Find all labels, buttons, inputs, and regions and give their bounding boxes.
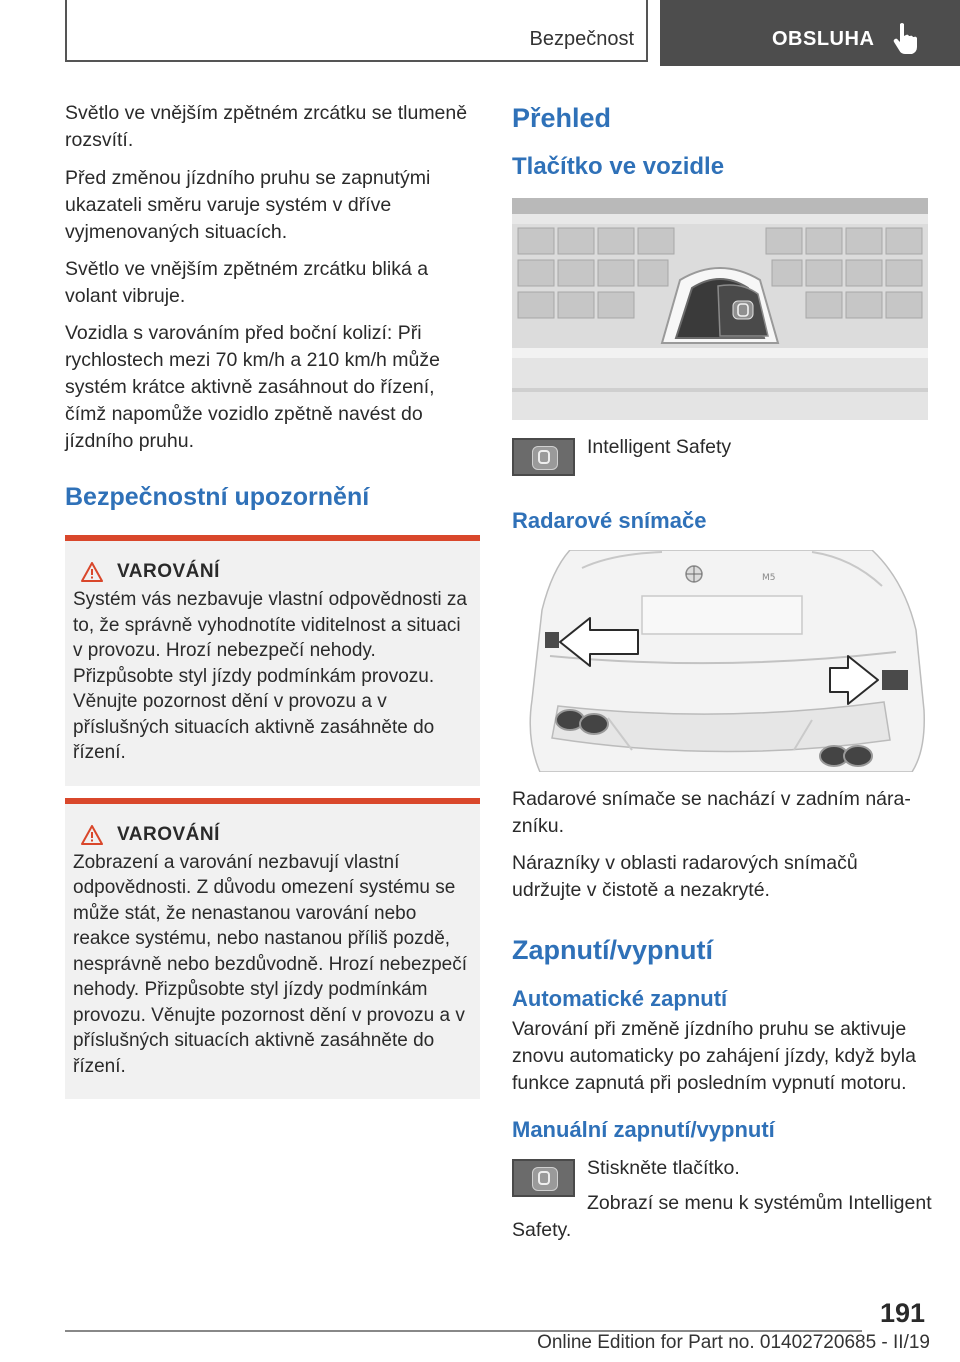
car-symbol-icon [538, 450, 550, 464]
left-column [65, 100, 480, 1099]
button-caption-row [512, 436, 932, 476]
paragraph-mirror-flash: Světlo ve vnějším zpětném zrcátku bliká a volant vibruje. [65, 258, 429, 307]
header-section-box [65, 0, 648, 62]
svg-text:M5: M5 [762, 573, 776, 583]
pointing-hand-icon [892, 22, 920, 54]
manual-on-off-heading: Manuální zapnutí/vypnutí [512, 1117, 775, 1142]
rear-bumper-photo [512, 550, 928, 772]
right-column [512, 100, 932, 1244]
automatic-on-heading: Automatické zapnutí [512, 986, 728, 1011]
warning-box-1 [65, 535, 480, 786]
paragraph-side-collision: Vozidla s varováním před boční kolizí: Při rychlostech mezi 70 km/h a 210 km/h může systém krátce aktivně zasáhnout do řízení, čímž napomůže vozidlo zpětně navést do jízdního pruhu. [65, 322, 440, 452]
paragraph-mirror-dim: Světlo ve vnějším zpětném zrcátku se tlumeně rozsvítí. [65, 102, 468, 151]
intelligent-safety-button-icon [512, 1159, 575, 1197]
warning-title-1 [81, 561, 472, 583]
paragraph-lane-change: Před změnou jízdního pruhu se zapnutými ukazateli směru varuje systém v dříve vyjmenovaných situacích. [65, 167, 431, 243]
header-section-title: Bezpečnost [529, 28, 634, 50]
car-symbol-icon [538, 1171, 550, 1185]
radar-location-text: Radarové snímače se nachází v zadním nárazníku. [512, 788, 911, 837]
warning-box-2 [65, 798, 480, 1100]
manual-step-press: Stiskněte tlačítko. [587, 1157, 740, 1179]
intelligent-safety-button-icon [512, 438, 575, 476]
warning-text-1: Systém vás nezbavuje vlastní odpovědnosti za to, že správně vyhodnotíte viditelnost a situaci v provozu. Hrozí nebezpečí nehody. Přizpůsobte styl jízdy podmínkám provozu. Věnujte pozornost dění v provozu a v příslušných situacích aktivně zasáhněte do řízení. [73, 589, 467, 763]
button-photo-illustration [512, 198, 928, 420]
on-off-heading: Zapnutí/vypnutí [512, 935, 713, 965]
button-caption: Intelligent Safety [587, 436, 732, 458]
warning-text-2: Zobrazení a varování nezbavují vlastní odpovědnosti. Z důvodu omezení systému se může stát, že nenastanou varování nebo reakce systému, nebo nastanou příliš pozdě, nesprávně nebo bezdůvodně. Hrozí nebezpečí nehody. Přizpůsobte styl jízdy podmínkám provozu. Věnujte pozornost dění v provozu a v příslušných situacích aktivně zasáhněte do řízení. [73, 851, 467, 1077]
header-chapter-title: OBSLUHA [772, 28, 875, 50]
safety-notes-heading: Bezpečnostní upozornění [65, 483, 370, 511]
button-photo [512, 198, 928, 420]
warning-triangle-icon [81, 562, 103, 582]
header-chapter-tab [660, 0, 960, 66]
warning-label-1: VAROVÁNÍ [117, 561, 220, 582]
manual-step-row [512, 1157, 932, 1244]
radar-clean-text: Nárazníky v oblasti radarových snímačů udržujte v čistotě a nezakryté. [512, 852, 858, 901]
page-number: 191 [879, 1298, 925, 1328]
radar-heading: Radarové snímače [512, 508, 707, 533]
manual-step-menu: Zobrazí se menu k systémům Intelligent Safety. [512, 1192, 932, 1241]
warning-triangle-icon [81, 825, 103, 845]
button-heading: Tlačítko ve vozidle [512, 153, 725, 180]
footer-edition: Online Edition for Part no. 01402720685 - II/19 [537, 1332, 930, 1353]
warning-label-2: VAROVÁNÍ [117, 823, 220, 845]
warning-title-2 [81, 824, 472, 846]
rear-bumper-illustration [512, 550, 928, 772]
overview-heading: Přehled [512, 103, 612, 133]
automatic-on-text: Varování při změně jízdního pruhu se aktivuje znovu automaticky po zahájení jízdy, když byla funkce zapnutá při posledním vypnutí motoru. [512, 1018, 916, 1094]
